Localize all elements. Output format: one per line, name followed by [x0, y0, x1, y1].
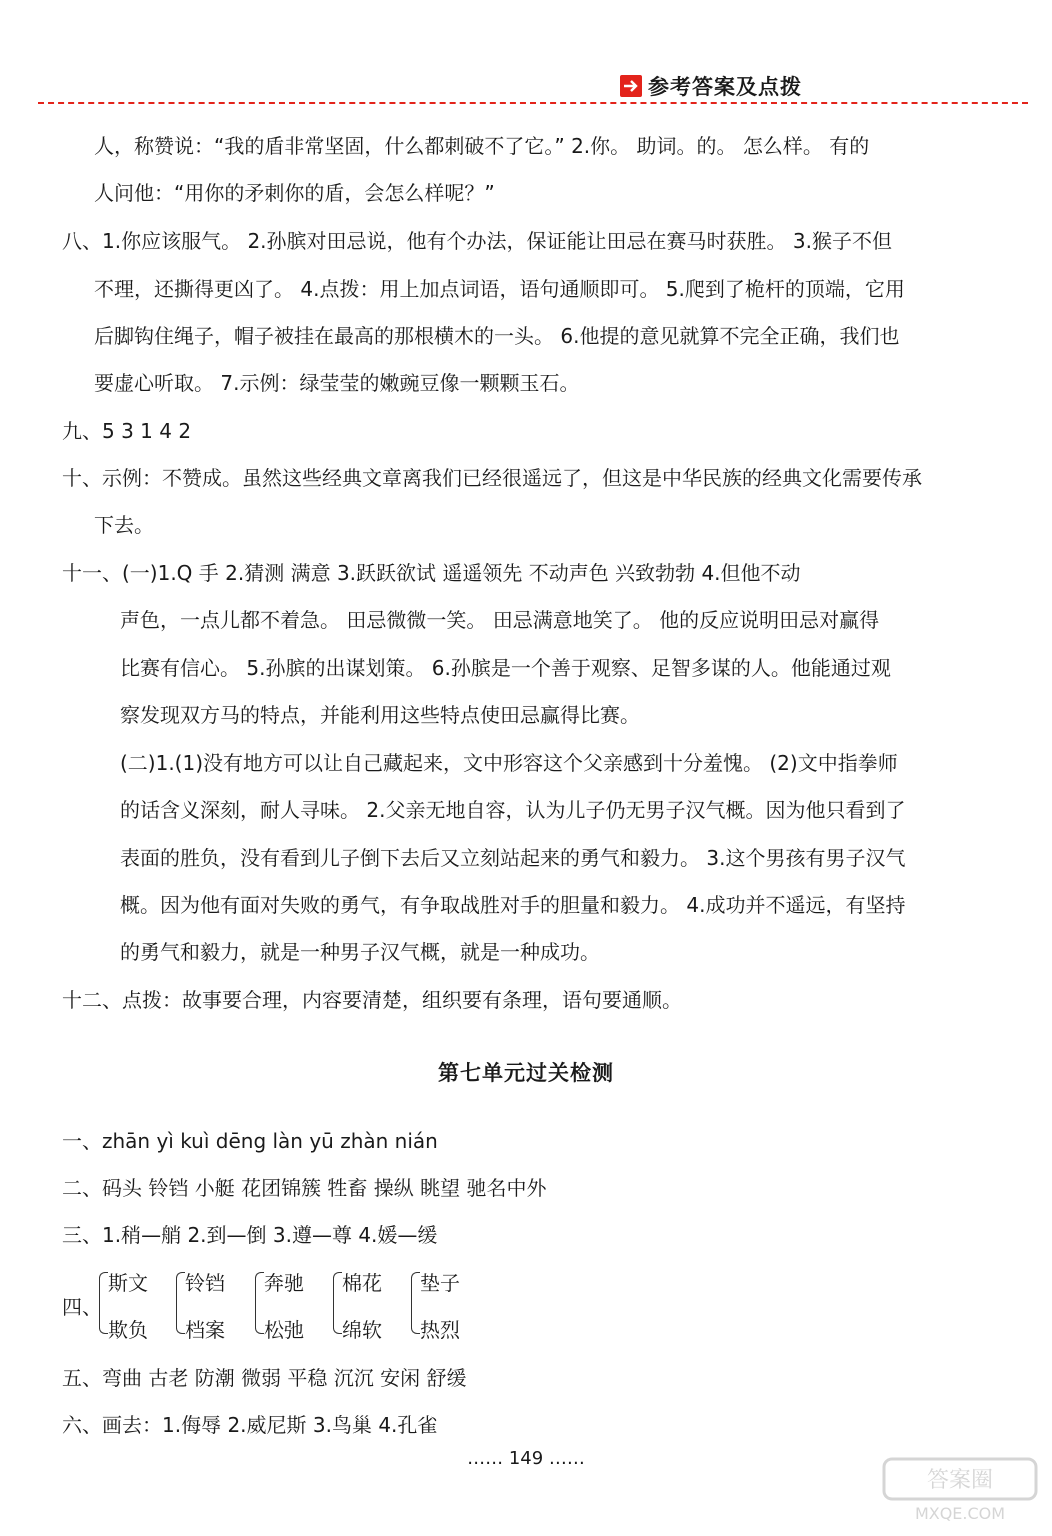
answer-line: (二)1.(1)没有地方可以让自己藏起来，文中形容这个父亲感到十分羞愧。 (2)文中指拳师	[120, 751, 898, 775]
left-brace-icon	[411, 1272, 420, 1334]
word-pair-top: 斯文	[108, 1271, 148, 1295]
answer-line: 十、示例：不赞成。虽然这些经典文章离我们已经很遥远了，但这是中华民族的经典文化需要传承	[62, 466, 922, 490]
answer-line: 不理，还撕得更凶了。 4.点拨：用上加点词语，语句通顺即可。 5.爬到了桅杆的顶端，它用	[94, 277, 905, 301]
word-pair-top: 棉花	[342, 1271, 382, 1295]
answer-line: 的勇气和毅力，就是一种男子汉气概，就是一种成功。	[120, 940, 600, 964]
word-pair-top: 铃铛	[185, 1271, 225, 1295]
svg-text:答案圈: 答案圈	[926, 1468, 994, 1493]
word-pair-bottom: 绵软	[342, 1318, 382, 1342]
svg-text:MXQE.COM: MXQE.COM	[914, 1504, 1006, 1523]
word-pair-bottom: 欺负	[108, 1318, 148, 1342]
watermark-logo-icon	[880, 1455, 1040, 1525]
answer-line: 九、5 3 1 4 2	[62, 419, 192, 443]
section-title: 第七单元过关检测	[438, 1061, 614, 1085]
answer-line: 声色，一点儿都不着急。 田忌微微一笑。 田忌满意地笑了。 他的反应说明田忌对赢得	[120, 608, 880, 632]
answer-line: 察发现双方马的特点，并能利用这些特点使田忌赢得比赛。	[120, 703, 640, 727]
unit-line: 二、码头 铃铛 小艇 花团锦簇 牲畜 操纵 眺望 驰名中外	[62, 1176, 547, 1200]
word-pair-top: 垫子	[420, 1271, 460, 1295]
left-brace-icon	[176, 1272, 185, 1334]
answer-line: 表面的胜负，没有看到儿子倒下去后又立刻站起来的勇气和毅力。 3.这个男孩有男子汉气	[120, 846, 906, 870]
word-pair-bottom: 档案	[185, 1318, 225, 1342]
unit-line: 一、zhān yì kuì dēng làn yū zhàn nián	[62, 1129, 438, 1153]
arrow-right-icon	[620, 75, 642, 97]
unit-line: 六、画去：1.侮辱 2.威尼斯 3.鸟巢 4.孔雀	[62, 1413, 438, 1437]
left-brace-icon	[333, 1272, 342, 1334]
answer-line: 下去。	[94, 513, 154, 537]
answer-line: 人，称赞说：“我的盾非常坚固，什么都刺破不了它。” 2.你。 助词。的。 怎么样。 有的	[94, 134, 870, 158]
unit-line: 五、弯曲 古老 防潮 微弱 平稳 沉沉 安闲 舒缓	[62, 1366, 467, 1390]
word-pair-top: 奔驰	[264, 1271, 304, 1295]
answer-line: 八、1.你应该服气。 2.孙膑对田忌说，他有个办法，保证能让田忌在赛马时获胜。 3.猴子不但	[62, 229, 892, 253]
answer-line: 要虚心听取。 7.示例：绿莹莹的嫩豌豆像一颗颗玉石。	[94, 371, 580, 395]
word-pair-bottom: 松弛	[264, 1318, 304, 1342]
answer-line: 的话含义深刻，耐人寻味。 2.父亲无地自容，认为儿子仍无男子汉气概。因为他只看到了	[120, 798, 906, 822]
left-brace-icon	[99, 1272, 108, 1334]
unit-line: 三、1.稍—艄 2.到—倒 3.遵—尊 4.媛—缓	[62, 1223, 438, 1247]
page-header	[620, 70, 802, 102]
answer-line: 十二、点拨：故事要合理，内容要清楚，组织要有条理，语句要通顺。	[62, 988, 682, 1012]
answer-line: 比赛有信心。 5.孙膑的出谋划策。 6.孙膑是一个善于观察、足智多谋的人。他能通过观	[120, 656, 891, 680]
header-title: 参考答案及点拨	[648, 75, 802, 99]
word-pair-bottom: 热烈	[420, 1318, 460, 1342]
answer-line: 概。因为他有面对失败的勇气，有争取战胜对手的胆量和毅力。 4.成功并不遥远，有坚持	[120, 893, 906, 917]
page-number: …… 149 ……	[467, 1448, 585, 1469]
answer-line: 后脚钩住绳子，帽子被挂在最高的那根横木的一头。 6.他提的意见就算不完全正确，我们也	[94, 324, 900, 348]
answer-line: 人问他：“用你的矛刺你的盾，会怎么样呢？”	[94, 181, 495, 205]
answer-line: 十一、(一)1.Q 手 2.猜测 满意 3.跃跃欲试 遥遥领先 不动声色 兴致勃勃 4.但他不动	[62, 561, 801, 585]
q4-label: 四、	[62, 1295, 102, 1319]
left-brace-icon	[255, 1272, 264, 1334]
header-divider	[38, 102, 1028, 104]
